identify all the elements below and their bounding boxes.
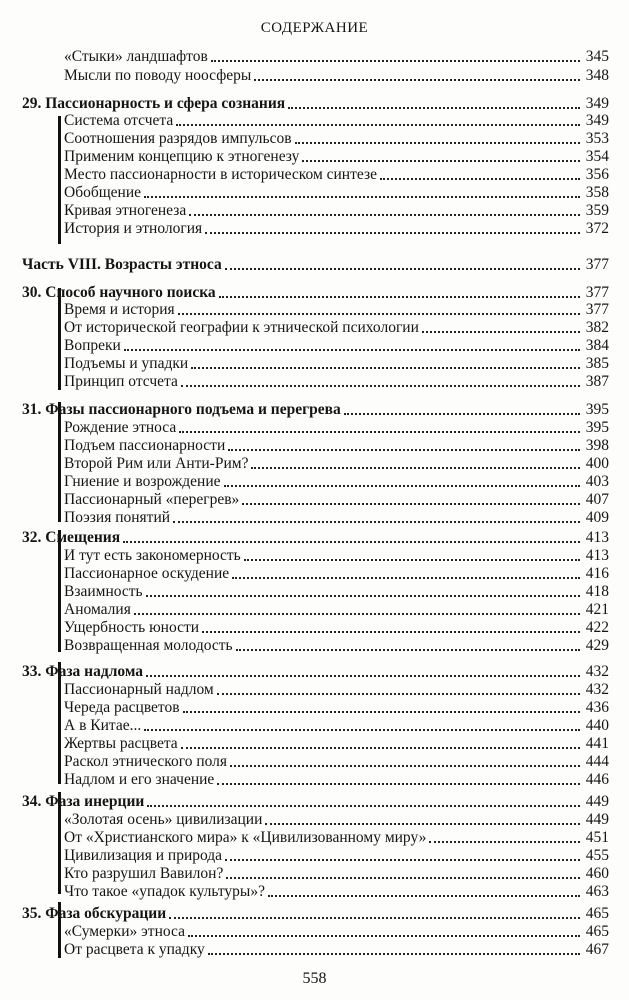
- dot-leader: [429, 841, 580, 843]
- toc-entry-page: 385: [585, 355, 609, 372]
- toc-entry: [64, 509, 609, 527]
- toc-entry-page: 432: [585, 681, 609, 698]
- dot-leader: [183, 711, 580, 713]
- toc-entry-title: От исторической географии к этнической психологии: [64, 319, 419, 336]
- toc-entry-title: «Золотая осень» цивилизации: [64, 811, 263, 828]
- toc-entry-title: Ущербность юности: [64, 619, 200, 636]
- toc-entry: [64, 473, 609, 491]
- dot-leader: [211, 60, 580, 62]
- toc-entry: [64, 319, 609, 337]
- toc-entry-page: 418: [585, 583, 609, 600]
- toc-entry-page: 432: [585, 663, 609, 680]
- toc-entry-title: Вопреки: [64, 337, 121, 354]
- dot-leader: [225, 859, 580, 861]
- toc-entry-page: 382: [585, 319, 609, 336]
- toc-entry-page: 463: [585, 883, 609, 900]
- dot-leader: [236, 649, 580, 651]
- toc-entry: [64, 637, 609, 655]
- dot-leader: [205, 232, 580, 234]
- toc-entry-title: Система отсчета: [64, 112, 174, 129]
- dot-leader: [146, 595, 580, 597]
- dot-leader: [134, 613, 580, 615]
- running-header: СОДЕРЖАНИЕ: [260, 20, 369, 36]
- dot-leader: [173, 521, 580, 523]
- toc-entry-title: Время и история: [64, 301, 175, 318]
- chapter-rule: [58, 288, 61, 390]
- toc-entry-page: 413: [585, 529, 609, 546]
- dot-leader: [225, 268, 580, 270]
- toc-entry-title: 29. Пассионарность и сфера сознания: [22, 95, 286, 112]
- toc-entry-title: Место пассионарности в историческом синтезе: [64, 166, 377, 183]
- toc-entry-title: Надлом и его значение: [64, 771, 215, 788]
- dot-leader: [189, 214, 580, 216]
- dot-leader: [232, 577, 580, 579]
- toc-entry-title: Взаимность: [64, 583, 143, 600]
- toc-entry-page: 467: [585, 941, 609, 958]
- toc-entry: [64, 699, 609, 717]
- dot-leader: [144, 729, 580, 731]
- toc-entry: [64, 681, 609, 699]
- toc-entry-page: 403: [585, 473, 609, 490]
- toc-entry-title: Пассионарный надлом: [64, 681, 214, 698]
- toc-entry-page: 348: [585, 67, 609, 84]
- toc-entry: [64, 883, 609, 901]
- toc-entry-page: 400: [585, 455, 609, 472]
- toc-entry: [64, 184, 609, 202]
- toc-entry-page: 353: [585, 130, 609, 147]
- toc-entry-page: 398: [585, 437, 609, 454]
- toc-entry-page: 356: [585, 166, 609, 183]
- toc-entry-title: Принцип отсчета: [64, 373, 178, 390]
- chapter-rule: [58, 402, 61, 522]
- dot-leader: [181, 385, 580, 387]
- toc-entry: [64, 220, 609, 238]
- dot-leader: [254, 79, 580, 81]
- toc-entry: [64, 373, 609, 391]
- toc-entry-page: 441: [585, 735, 609, 752]
- toc-entry-title: Кривая этногенеза: [64, 202, 187, 219]
- toc-entry-page: 354: [585, 148, 609, 165]
- toc-chapter-heading: [22, 401, 609, 419]
- toc-entry: [64, 847, 609, 865]
- toc-entry: [64, 717, 609, 735]
- toc-entry: [64, 923, 609, 941]
- toc-entry-title: И тут есть закономерность: [64, 547, 241, 564]
- dot-leader: [169, 917, 580, 919]
- toc-entry-title: История и этнология: [64, 220, 203, 237]
- toc-entry-title: 34. Фаза инерции: [22, 793, 145, 810]
- dot-leader: [295, 142, 580, 144]
- dot-leader: [208, 953, 580, 955]
- toc-entry: [64, 355, 609, 373]
- dot-leader: [144, 196, 580, 198]
- dot-leader: [228, 449, 580, 451]
- toc-entry-page: 440: [585, 717, 609, 734]
- toc-entry-title: Подъемы и упадки: [64, 355, 189, 372]
- dot-leader: [268, 895, 580, 897]
- toc-entry: [64, 455, 609, 473]
- toc-entry-title: Что такое «упадок культуры»?: [64, 883, 265, 900]
- dot-leader: [380, 178, 580, 180]
- toc-entry-page: 395: [585, 401, 609, 418]
- toc-entry-title: Поэзия понятий: [64, 509, 171, 526]
- dot-leader: [302, 160, 580, 162]
- toc-entry: [64, 941, 609, 959]
- dot-leader: [230, 765, 580, 767]
- toc-entry: [64, 48, 609, 66]
- toc-entry: [64, 829, 609, 847]
- toc-entry-page: 384: [585, 337, 609, 354]
- toc-entry-title: Применим концепцию к этногенезу: [64, 148, 300, 165]
- toc-entry-title: Жертвы расцвета: [64, 735, 178, 752]
- toc-entry-title: От расцвета к упадку: [64, 941, 205, 958]
- toc-entry: [64, 619, 609, 637]
- dot-leader: [217, 783, 580, 785]
- toc-entry: [64, 771, 609, 789]
- toc-entry-title: А в Китае...: [64, 717, 142, 734]
- toc-entry-title: Кто разрушил Вавилон?: [64, 865, 224, 882]
- toc-entry-title: 30. Способ научного поиска: [22, 284, 216, 301]
- toc-entry-title: Пассионарный «перегрев»: [64, 491, 240, 508]
- toc-entry-title: Пассионарное оскудение: [64, 565, 230, 582]
- dot-leader: [202, 631, 580, 633]
- dot-leader: [178, 313, 580, 315]
- toc-entry-page: 422: [585, 619, 609, 636]
- dot-leader: [251, 467, 580, 469]
- toc-chapter-heading: [22, 529, 609, 547]
- toc-entry-page: 460: [585, 865, 609, 882]
- toc-entry-title: Подъем пассионарности: [64, 437, 226, 454]
- dot-leader: [265, 823, 580, 825]
- toc-entry-title: Соотношения разрядов импульсов: [64, 130, 292, 147]
- toc-entry-title: 32. Смещения: [22, 529, 121, 546]
- toc-entry-page: 377: [585, 256, 609, 273]
- dot-leader: [191, 367, 580, 369]
- toc-entry-title: 35. Фаза обскурации: [22, 905, 167, 922]
- dot-leader: [344, 413, 580, 415]
- toc-entry-title: Аномалия: [64, 601, 131, 618]
- chapter-rule: [58, 530, 61, 652]
- toc-entry-title: Череда расцветов: [64, 699, 180, 716]
- toc-entry-page: 421: [585, 601, 609, 618]
- toc-entry: [64, 601, 609, 619]
- dot-leader: [176, 124, 580, 126]
- toc-entry-title: 31. Фазы пассионарного подъема и перегрева: [22, 401, 341, 418]
- toc-entry-page: 349: [585, 95, 609, 112]
- toc-entry-page: 409: [585, 509, 609, 526]
- toc-entry: [64, 565, 609, 583]
- toc-entry-page: 446: [585, 771, 609, 788]
- toc-entry-page: 407: [585, 491, 609, 508]
- dot-leader: [242, 503, 580, 505]
- chapter-rule: [58, 116, 61, 244]
- toc-entry: [64, 337, 609, 355]
- toc-entry-title: «Сумерки» этноса: [64, 923, 185, 940]
- dot-leader: [217, 693, 580, 695]
- toc-entry: [64, 202, 609, 220]
- toc-entry: [64, 547, 609, 565]
- toc-entry: [64, 148, 609, 166]
- toc-entry-page: 345: [585, 48, 609, 65]
- toc-entry: [64, 419, 609, 437]
- toc-entry-page: 465: [585, 905, 609, 922]
- toc-entry: [64, 301, 609, 319]
- toc-part-heading: [22, 256, 609, 274]
- dot-leader: [226, 877, 580, 879]
- toc-chapter-heading: [22, 793, 609, 811]
- toc-entry-title: Мысли по поводу ноосферы: [64, 67, 252, 84]
- dot-leader: [124, 349, 580, 351]
- dot-leader: [181, 747, 580, 749]
- toc-entry-title: Возвращенная молодость: [64, 637, 233, 654]
- toc-entry: [64, 130, 609, 148]
- toc-chapter-heading: [22, 95, 609, 113]
- dot-leader: [147, 805, 580, 807]
- toc-entry-page: 465: [585, 923, 609, 940]
- toc-entry: [64, 865, 609, 883]
- dot-leader: [224, 485, 581, 487]
- toc-entry-title: 33. Фаза надлома: [22, 663, 144, 680]
- dot-leader: [288, 107, 580, 109]
- toc-entry: [64, 166, 609, 184]
- toc-entry-title: От «Христианского мира» к «Цивилизованному миру»: [64, 829, 427, 846]
- dot-leader: [179, 431, 580, 433]
- toc-chapter-heading: [22, 284, 609, 302]
- toc-entry-page: 413: [585, 547, 609, 564]
- toc-entry: [64, 753, 609, 771]
- toc-entry-title: Цивилизация и природа: [64, 847, 223, 864]
- toc-entry-title: Рождение этноса: [64, 419, 177, 436]
- toc-entry-page: 372: [585, 220, 609, 237]
- dot-leader: [422, 331, 580, 333]
- toc-entry-page: 359: [585, 202, 609, 219]
- toc-entry-page: 436: [585, 699, 609, 716]
- dot-leader: [219, 296, 580, 298]
- toc-entry: [64, 112, 609, 130]
- toc-entry-page: 455: [585, 847, 609, 864]
- dot-leader: [244, 559, 580, 561]
- toc-entry-page: 429: [585, 637, 609, 654]
- toc-chapter-heading: [22, 905, 609, 923]
- dot-leader: [146, 675, 580, 677]
- dot-leader: [188, 935, 580, 937]
- toc-entry-title: Второй Рим или Анти-Рим?: [64, 455, 249, 472]
- toc-entry-title: Обобщение: [64, 184, 142, 201]
- dot-leader: [123, 541, 580, 543]
- toc-entry-page: 449: [585, 793, 609, 810]
- toc-entry-page: 444: [585, 753, 609, 770]
- toc-entry-page: 449: [585, 811, 609, 828]
- toc-entry-page: 387: [585, 373, 609, 390]
- toc-entry-title: Гниение и возрождение: [64, 473, 221, 490]
- toc-entry-page: 358: [585, 184, 609, 201]
- toc-entry-page: 451: [585, 829, 609, 846]
- toc-entry: [64, 437, 609, 455]
- toc-entry: [64, 583, 609, 601]
- toc-entry-page: 395: [585, 419, 609, 436]
- toc-entry: [64, 735, 609, 753]
- toc-entry-title: Часть VIII. Возрасты этноса: [22, 256, 222, 273]
- toc-chapter-heading: [22, 663, 609, 681]
- toc-entry-title: Раскол этнического поля: [64, 753, 228, 770]
- toc-entry-page: 416: [585, 565, 609, 582]
- toc-entry: [64, 811, 609, 829]
- page-number: 558: [302, 970, 327, 987]
- toc-entry-page: 377: [585, 284, 609, 301]
- toc-entry-title: «Стыки» ландшафтов: [64, 48, 208, 65]
- toc-entry-page: 349: [585, 112, 609, 129]
- toc-entry: [64, 491, 609, 509]
- toc-entry-page: 377: [585, 301, 609, 318]
- toc-entry: [64, 67, 609, 85]
